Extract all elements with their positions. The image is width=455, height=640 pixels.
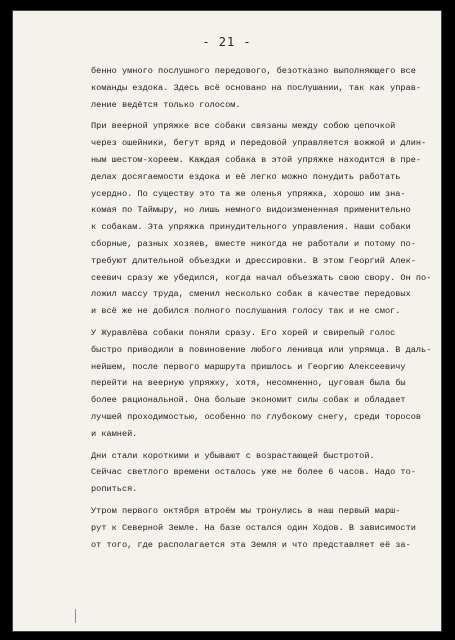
margin-mark xyxy=(75,609,86,623)
paragraph xyxy=(91,448,429,498)
text-line: быстро приводили в повиновение любого ленивца или упрямца. В даль- xyxy=(91,344,432,355)
text-line: через ошейники, бегут вряд и передовой управляется вожжой и длин- xyxy=(91,138,427,149)
text-line: усердно. По существу это та же оленья упряжка, хорошо им зна- xyxy=(91,188,406,199)
text-line: У Журавлёва собаки поняли сразу. Его хорей и свирепый голос xyxy=(91,327,396,338)
typewritten-page xyxy=(12,10,442,632)
paragraph xyxy=(91,118,432,320)
page-body-text xyxy=(91,63,432,553)
text-line: требуют длительной объездки и дрессировки. В этом Георгий Алек- xyxy=(91,255,416,266)
text-line: ным шестом-хореем. Каждая собака в этой упряжке находится в пре- xyxy=(91,154,422,165)
text-line: Дни стали короткими и убывают с возрастающей быстротой. xyxy=(91,450,375,461)
text-line: рут к Северной Земле. На базе остался один Ходов. В зависимости xyxy=(91,522,416,533)
text-line: бенно умного послушного передового, безотказно выполняющего все xyxy=(91,66,416,76)
paragraph xyxy=(91,503,429,553)
text-line: сеевич сразу же убедился, когда начал объезжать свою свору. Он по- xyxy=(91,272,432,283)
paragraph xyxy=(91,63,429,113)
text-line: и всё же не добился полного послушания голосу так и не смог. xyxy=(91,306,401,317)
text-line: сборные, разных хозяев, вместе никогда не работали и потому по- xyxy=(91,238,416,249)
paragraph xyxy=(91,325,432,443)
text-line: перейти на веерную упряжку, хотя, несомненно, цуговая была бы xyxy=(91,378,406,389)
text-line: Сейчас светлого времени осталось уже не более 6 часов. Надо то- xyxy=(91,467,416,478)
text-line: ложил массу труда, сменил несколько собак в качестве передовых xyxy=(91,289,411,300)
page-number: - 21 - xyxy=(202,35,252,49)
text-line: ление ведётся только голосом. xyxy=(91,99,241,110)
text-line: более рациональной. Она больше экономит силы собак и обладает xyxy=(91,395,406,406)
text-line: ропиться. xyxy=(91,484,138,495)
text-line: к собакам. Эта упряжка принудительного управления. Наши собаки xyxy=(91,222,411,233)
text-line: комая по Таймыру, но лишь немного видоизмененная применительно xyxy=(91,205,411,216)
text-line: и камней. xyxy=(91,428,138,439)
text-line: от того, где располагается эта Земля и что представляет её за- xyxy=(91,539,411,550)
text-line: нейшем, после первого маршрута пришлось и Георгию Алексеевичу xyxy=(91,361,406,372)
text-line: лучшей проходимостью, особенно по глубокому снегу, среди торосов xyxy=(91,411,422,422)
text-line: делах досягаемости ездока и её легко можно понудить работать xyxy=(91,171,401,182)
text-line: Утром первого октября втроём мы тронулись в наш первый марш- xyxy=(91,505,401,516)
text-line: команды ездока. Здесь всё основано на послушании, так как управ- xyxy=(91,82,422,93)
text-line: При веерной упряжке все собаки связаны между собою цепочкой xyxy=(91,121,396,132)
